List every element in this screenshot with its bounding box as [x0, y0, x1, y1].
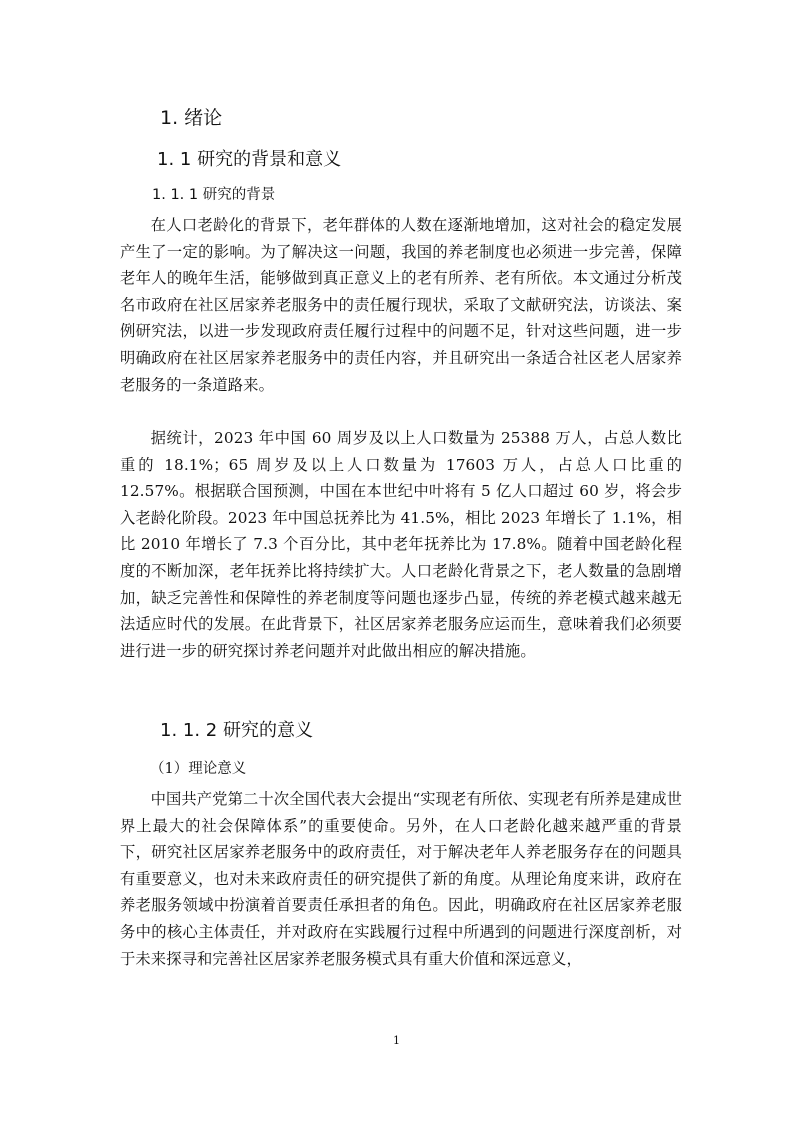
subsection-heading-significance: 1. 1. 2 研究的意义 [160, 720, 313, 741]
page-number: 1 [393, 1034, 400, 1047]
chapter-heading: 1. 绪论 [160, 107, 223, 129]
section-heading: 1. 1 研究的背景和意义 [157, 149, 342, 170]
paragraph-theory: 中国共产党第二十次全国代表大会提出“实现老有所依、实现老有所养是建成世界上最大的社会保障体系”的重要使命。另外，在人口老龄化越来越严重的背景下，研究社区居家养老服务中的政府责任，对于解决老年人养老服务存在的问题具有重要意义，也对未来政府责任的研究提供了新的角度。从理论角度来讲，政府在养老服务领域中扮演着首要责任承担者的角色。因此，明确政府在社区居家养老服务中的核心主体责任，并对政府在实践履行过程中所遇到的问题进行深度剖析，对于未来探寻和完善社区居家养老服务模式具有重大价值和深远意义， [120, 790, 683, 968]
paragraph-background-intro: 在人口老龄化的背景下，老年群体的人数在逐渐地增加，这对社会的稳定发展产生了一定的影响。为了解决这一问题，我国的养老制度也必须进一步完善，保障老年人的晚年生活，能够做到真正意义上的老有所养、老有所依。本文通过分析茂名市政府在社区居家养老服务中的责任履行现状，采取了文献研究法，访谈法、案例研究法，以进一步发现政府责任履行过程中的问题不足，针对这些问题，进一步明确政府在社区居家养老服务中的责任内容，并且研究出一条适合社区老人居家养老服务的一条道路来。 [120, 216, 682, 394]
paragraph-statistics: 据统计，2023 年中国 60 周岁及以上人口数量为 25388 万人，占总人数比重的 18.1%；65 周岁及以上人口数量为 17603 万人，占总人口比重的 12.57%。根据联合国预测，中国在本世纪中叶将有 5 亿人口超过 60 岁，将会步入老龄化阶段。2023 年中国总抚养比为 41.5%，相比 2023 年增长了 1.1%，相比 2010 年增长了 7.3 个百分比，其中老年抚养比为 17.8%。随着中国老龄化程度的不断加深，老年抚养比将持续扩大。人口老龄化背景之下，老人数量的急剧增加，缺乏完善性和保障性的养老制度等问题也逐步凸显，传统的养老模式越来越无法适应时代的发展。在此背景下，社区居家养老服务应运而生，意味着我们必须要进行进一步的研究探讨养老问题并对此做出相应的解决措施。 [120, 429, 682, 660]
subsection-heading-background: 1. 1. 1 研究的背景 [152, 187, 276, 203]
subheading-theory: （1）理论意义 [150, 761, 247, 777]
